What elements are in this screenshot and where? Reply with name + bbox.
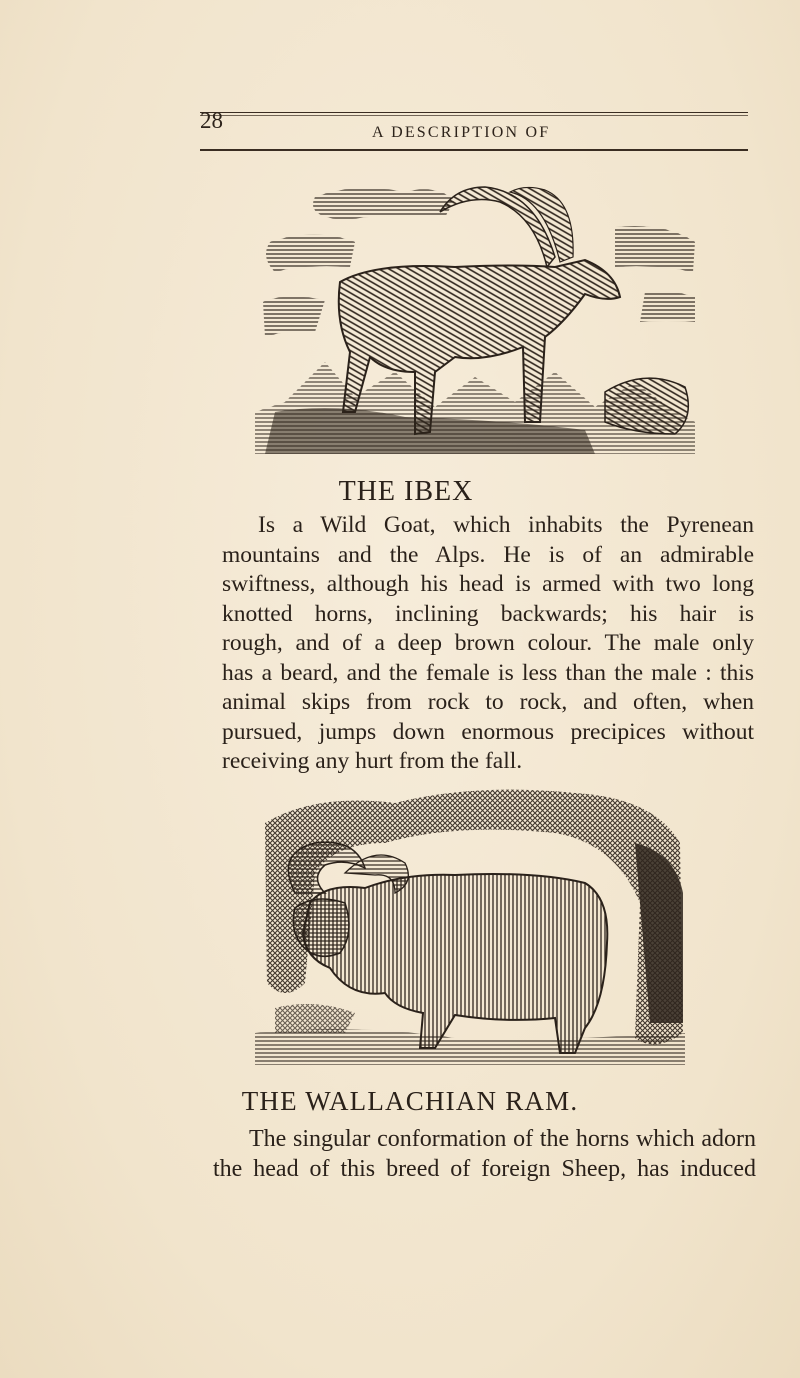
text-line: has a beard, and the female is less than the male : this [222, 659, 754, 686]
page-header [200, 108, 748, 154]
text-line: rough, and of a deep brown colour. The male only [222, 630, 754, 656]
ibex-description [222, 511, 754, 777]
page-number: 28 [200, 108, 223, 133]
text-line: swiftness, although his head is armed with two long [222, 571, 754, 597]
header-rule-top-thin [200, 115, 748, 116]
header-rule-bottom [200, 149, 748, 151]
ram-woodcut [255, 783, 685, 1065]
text-line: the head of this breed of foreign Sheep, has induced [213, 1155, 756, 1182]
text-line: mountains and the Alps. He is of an admirable [222, 541, 754, 568]
ram-description [213, 1125, 756, 1184]
header-rule-top [200, 112, 748, 113]
text-line: animal skips from rock to rock, and often, when [222, 689, 754, 715]
text-line: knotted horns, inclining backwards; his hair is [222, 600, 754, 627]
running-head: A DESCRIPTION OF [372, 124, 551, 141]
text-line: The singular conformation of the horns which adorn [249, 1126, 756, 1152]
ibex-caption: THE IBEX [338, 476, 474, 507]
text-line: pursued, jumps down enormous precipices without [222, 718, 754, 745]
ibex-woodcut [255, 172, 700, 454]
ram-caption: THE WALLACHIAN RAM. [241, 1086, 579, 1116]
text-line: Is a Wild Goat, which inhabits the Pyrenean [258, 512, 754, 538]
text-line: receiving any hurt from the fall. [222, 748, 523, 774]
